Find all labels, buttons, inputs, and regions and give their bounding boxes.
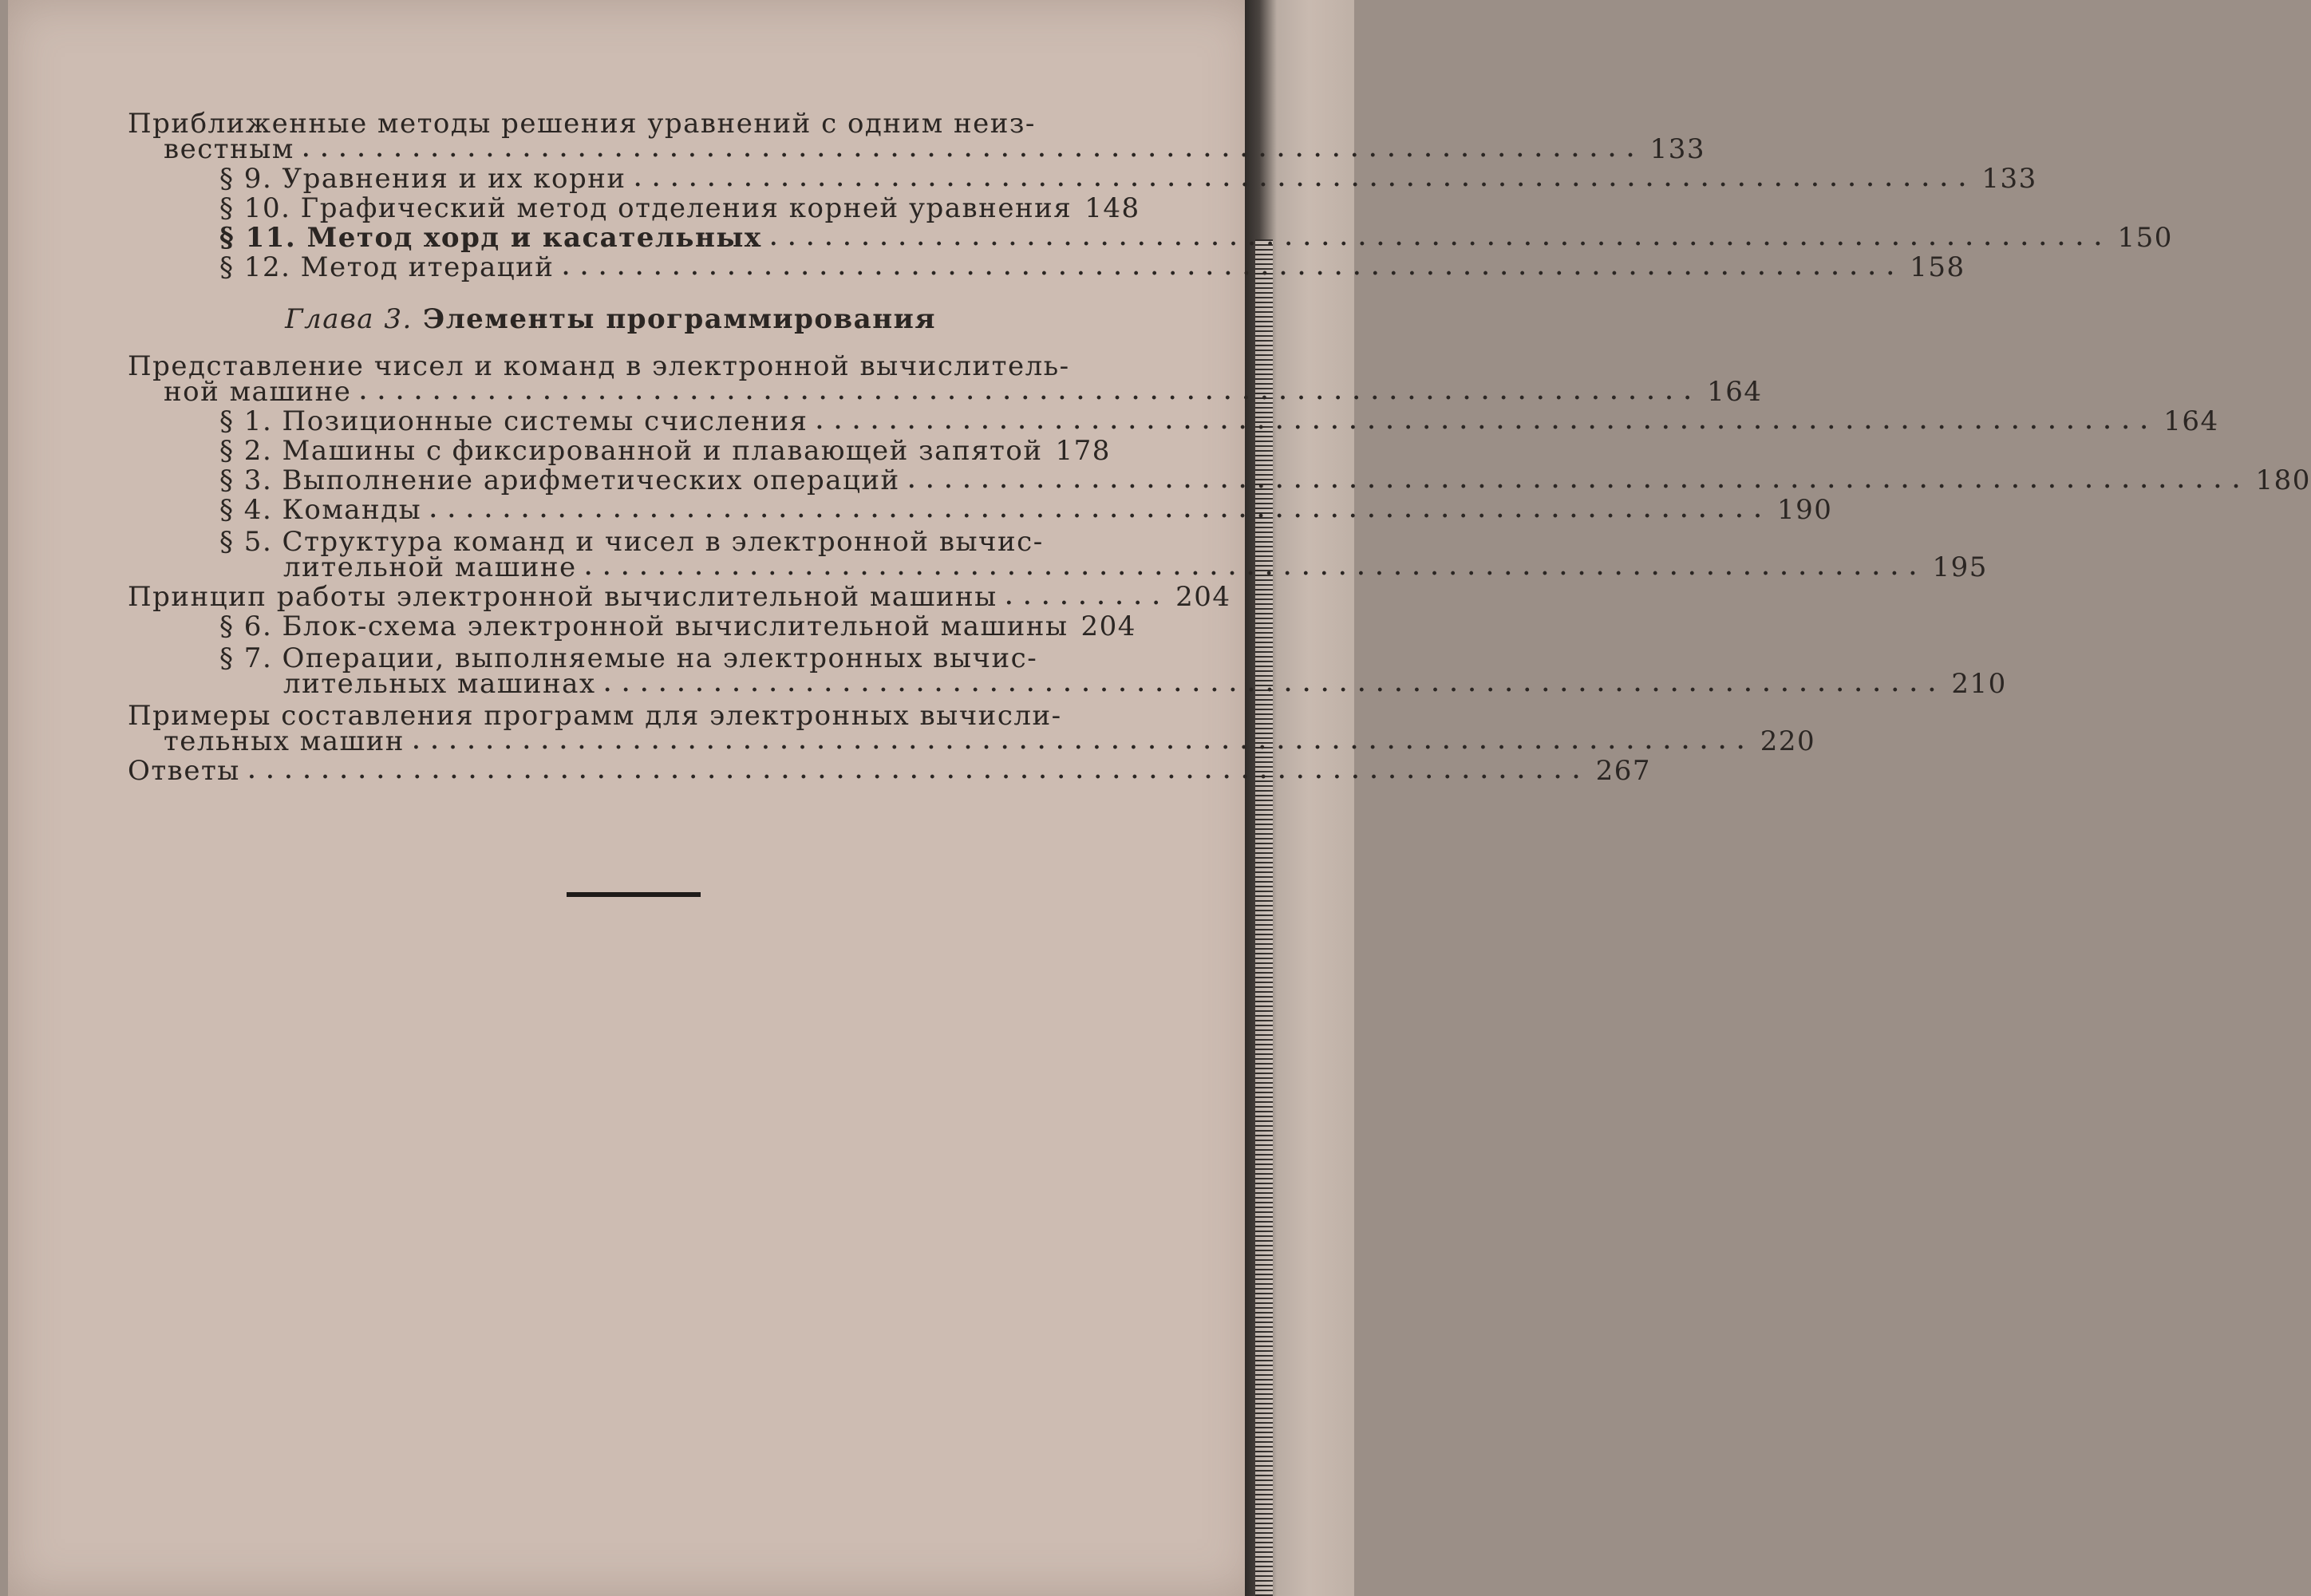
toc-page-number: 220 <box>1760 725 1816 757</box>
toc-section-title: Примеры составления программ для электронных вычисли- <box>128 700 1062 732</box>
leader-dots: ......................................................................... <box>562 256 1906 280</box>
toc-entry <box>128 464 2311 496</box>
leader-dots: ......................................................................... <box>247 760 1591 784</box>
toc-entry <box>128 192 1140 224</box>
toc-entry-label: § 6. Блок-схема электронной вычислительной машины <box>219 610 1069 642</box>
toc-entry <box>128 133 1705 165</box>
toc-section-title: Представление чисел и команд в электронной вычислитель- <box>128 350 1070 382</box>
toc-entry-label: § 9. Уравнения и их корни <box>219 163 626 195</box>
toc-page-number: 195 <box>1932 551 1988 583</box>
leader-dots: ......................................................................... <box>634 168 1977 192</box>
toc-page-number: 204 <box>1080 610 1136 642</box>
leader-dots: ......................................................................... <box>359 381 1703 405</box>
toc-entry <box>128 405 2219 437</box>
leader-dots: ......................................................................... <box>816 410 2159 434</box>
leader-dots: ......................................................................... <box>769 227 2113 251</box>
toc-section-title: Приближенные методы решения уравнений с одним неиз- <box>128 108 1036 140</box>
toc-entry-label: Ответы <box>128 755 240 787</box>
toc-entry-label: § 11. Метод хорд и касательных <box>219 222 762 254</box>
binding-stitch <box>1255 239 1273 1596</box>
toc-page-number: 150 <box>2117 222 2173 254</box>
leader-dots: ......................................................................... <box>907 469 2251 493</box>
leader-dots: ......................................................................... <box>302 138 1645 162</box>
toc-entry-label: § 12. Метод итераций <box>219 251 555 283</box>
leader-dots: ......................................................................... <box>429 499 1772 523</box>
toc-entry-label: тельных машин <box>164 725 405 757</box>
toc-entry <box>128 668 2007 700</box>
toc-page-number: 204 <box>1175 581 1231 613</box>
toc-page-number: 180 <box>2255 464 2311 496</box>
toc-entry-label: лительных машинах <box>283 668 596 700</box>
toc-entry <box>128 251 1965 283</box>
toc-entry <box>128 376 1763 408</box>
end-rule-divider <box>567 892 701 897</box>
chapter-title: Элементы программирования <box>423 303 936 335</box>
toc-page-number: 133 <box>1649 133 1705 165</box>
toc-page-number: 210 <box>1951 668 2007 700</box>
toc-section-title: Принцип работы электронной вычислительной машины <box>128 581 997 613</box>
leader-dots: ......................................................................... <box>584 556 1928 580</box>
toc-page-number: 148 <box>1084 192 1140 224</box>
toc-entry-label: § 3. Выполнение арифметических операций <box>219 464 900 496</box>
toc-entry-label: лительной машине <box>283 551 577 583</box>
chapter-heading <box>128 283 1093 339</box>
toc-page-number: 267 <box>1595 755 1652 787</box>
toc-page-number: 178 <box>1055 435 1111 467</box>
toc-entry <box>128 222 2173 254</box>
toc-entry-label: ной машине <box>164 376 352 408</box>
toc-page-number: 164 <box>2163 405 2219 437</box>
toc-entry <box>128 551 1988 583</box>
chapter-prefix: Глава 3. <box>285 303 413 335</box>
table-of-contents <box>128 108 2311 787</box>
toc-entry <box>128 494 1833 526</box>
toc-entry <box>128 163 2037 195</box>
toc-entry <box>128 581 1231 613</box>
toc-page-number: 190 <box>1777 494 1833 526</box>
leader-dots: ......... <box>1005 586 1171 610</box>
toc-entry-label: § 1. Позиционные системы счисления <box>219 405 808 437</box>
toc-entry <box>128 755 1652 787</box>
toc-entry-label: § 7. Операции, выполняемые на электронных вычис- <box>219 642 1038 674</box>
toc-entry-label: § 4. Команды <box>219 494 422 526</box>
toc-page-number: 158 <box>1910 251 1965 283</box>
leader-dots: ......................................................................... <box>603 673 1947 697</box>
toc-entry-label: § 5. Структура команд и чисел в электронной вычис- <box>219 526 1044 558</box>
toc-entry <box>128 725 1816 757</box>
toc-entry <box>128 435 1111 467</box>
toc-page-number: 133 <box>1981 163 2037 195</box>
toc-entry-label: § 2. Машины с фиксированной и плавающей запятой <box>219 435 1043 467</box>
toc-entry <box>128 610 1136 642</box>
toc-entry-label: вестным <box>164 133 294 165</box>
toc-entry-label: § 10. Графический метод отделения корней уравнения <box>219 192 1073 224</box>
toc-page-number: 164 <box>1707 376 1763 408</box>
leader-dots: ......................................................................... <box>412 730 1756 754</box>
